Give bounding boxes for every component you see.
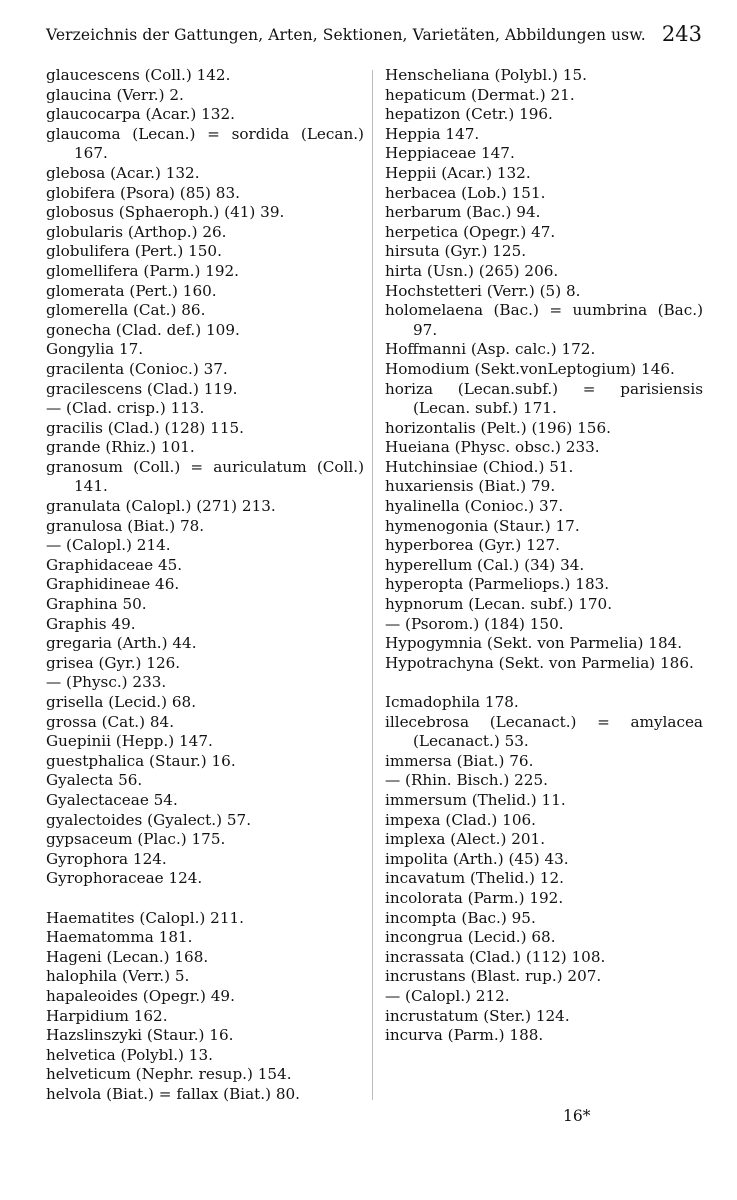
index-entry: — (Physc.) 233. bbox=[46, 673, 167, 692]
index-entry: Hageni (Lecan.) 168. bbox=[46, 947, 209, 966]
index-entry: glebosa (Acar.) 132. bbox=[46, 163, 200, 182]
index-entry: Hazslinszyki (Staur.) 16. bbox=[46, 1026, 234, 1045]
index-entry: incompta (Bac.) 95. bbox=[385, 908, 536, 927]
index-entry: glaucescens (Coll.) 142. bbox=[46, 66, 231, 84]
index-entry: incurva (Parm.) 188. bbox=[385, 1026, 544, 1045]
index-entry: halophila (Verr.) 5. bbox=[46, 967, 190, 986]
index-entry: Gongylia 17. bbox=[46, 340, 144, 359]
index-entry: granosum (Coll.) = auriculatum (Coll.) 141. bbox=[46, 457, 364, 496]
index-entry: grisea (Gyr.) 126. bbox=[46, 653, 181, 672]
index-entry: incrassata (Clad.) (112) 108. bbox=[385, 947, 606, 966]
index-entry: Hypotrachyna (Sekt. von Parmelia) 186. bbox=[385, 653, 694, 672]
index-entry: grisella (Lecid.) 68. bbox=[46, 693, 197, 711]
index-entry: horizontalis (Pelt.) (196) 156. bbox=[385, 418, 611, 437]
index-entry: Heppia 147. bbox=[385, 124, 480, 143]
index-entry: glaucocarpa (Acar.) 132. bbox=[46, 105, 235, 124]
page-number: 243 bbox=[661, 22, 702, 46]
index-entry: holomelaena (Bac.) = uumbrina (Bac.) 97. bbox=[385, 301, 703, 339]
index-entry: hyperopta (Parmeliops.) 183. bbox=[385, 575, 610, 594]
index-entry: hymenogonia (Staur.) 17. bbox=[385, 516, 580, 535]
index-entry: hepatizon (Cetr.) 196. bbox=[385, 105, 553, 124]
index-entry: grande (Rhiz.) 101. bbox=[46, 438, 195, 457]
index-entry: gyalectoides (Gyalect.) 57. bbox=[46, 810, 252, 829]
index-entry: Hutchinsiae (Chiod.) 51. bbox=[385, 457, 574, 476]
index-entry: incrustans (Blast. rup.) 207. bbox=[385, 967, 602, 986]
index-entry: gypsaceum (Plac.) 175. bbox=[46, 830, 226, 849]
index-entry: helvola (Biat.) = fallax (Biat.) 80. bbox=[46, 1084, 300, 1103]
index-entry: granulata (Calopl.) (271) 213. bbox=[46, 497, 276, 516]
index-entry: glomerella (Cat.) 86. bbox=[46, 301, 206, 320]
index-entry: Gyalectaceae 54. bbox=[46, 790, 178, 809]
index-entry: globifera (Psora) (85) 83. bbox=[46, 183, 240, 202]
index-entry: Icmadophila 178. bbox=[385, 693, 519, 711]
index-entry: globularis (Arthop.) 26. bbox=[46, 222, 227, 241]
index-entry: Graphina 50. bbox=[46, 595, 147, 614]
section-gap bbox=[46, 889, 364, 909]
index-entry: hapaleoides (Opegr.) 49. bbox=[46, 986, 235, 1005]
index-entry: hirsuta (Gyr.) 125. bbox=[385, 242, 527, 261]
index-entry: Harpidium 162. bbox=[46, 1006, 168, 1025]
index-entry: Hypogymnia (Sekt. von Parmelia) 184. bbox=[385, 634, 683, 653]
index-entry: Graphidineae 46. bbox=[46, 575, 180, 594]
index-entry: incolorata (Parm.) 192. bbox=[385, 888, 564, 907]
index-entry: — (Psorom.) (184) 150. bbox=[385, 614, 564, 633]
index-entry: hepaticum (Dermat.) 21. bbox=[385, 85, 575, 104]
column-divider bbox=[372, 70, 373, 1100]
index-entry: glaucoma (Lecan.) = sordida (Lecan.) 167. bbox=[46, 124, 364, 163]
index-entry: Gyrophora 124. bbox=[46, 849, 167, 868]
index-entry: globulifera (Pert.) 150. bbox=[46, 242, 222, 261]
index-entry: herbacea (Lob.) 151. bbox=[385, 183, 546, 202]
index-entry: Graphis 49. bbox=[46, 614, 136, 633]
index-entry: gregaria (Arth.) 44. bbox=[46, 634, 197, 653]
index-entry: Haematites (Calopl.) 211. bbox=[46, 908, 244, 927]
index-entry: helveticum (Nephr. resup.) 154. bbox=[46, 1065, 292, 1084]
index-entry: Heppiaceae 147. bbox=[385, 144, 515, 163]
index-entry: granulosa (Biat.) 78. bbox=[46, 516, 205, 535]
index-entry: — (Calopl.) 214. bbox=[46, 536, 171, 555]
index-entry: hypnorum (Lecan. subf.) 170. bbox=[385, 595, 613, 614]
index-column-left bbox=[46, 66, 364, 1104]
index-entry: guestphalica (Staur.) 16. bbox=[46, 751, 236, 770]
index-entry: helvetica (Polybl.) 13. bbox=[46, 1045, 213, 1064]
index-entry: Gyalecta 56. bbox=[46, 771, 143, 790]
index-entry: gracilenta (Conioc.) 37. bbox=[46, 359, 228, 378]
header-title: Verzeichnis der Gattungen, Arten, Sektionen, Varietäten, Abbildungen usw. bbox=[46, 26, 646, 44]
index-entry: Henscheliana (Polybl.) 15. bbox=[385, 66, 587, 84]
index-entry: glaucina (Verr.) 2. bbox=[46, 85, 184, 104]
index-entry: herpetica (Opegr.) 47. bbox=[385, 222, 556, 241]
index-entry: glomellifera (Parm.) 192. bbox=[46, 261, 240, 280]
section-gap bbox=[385, 673, 703, 693]
index-entry: — (Clad. crisp.) 113. bbox=[46, 399, 205, 418]
index-entry: huxariensis (Biat.) 79. bbox=[385, 477, 556, 496]
index-entry: incrustatum (Ster.) 124. bbox=[385, 1006, 570, 1025]
index-entry: incongrua (Lecid.) 68. bbox=[385, 928, 556, 947]
index-entry: Guepinii (Hepp.) 147. bbox=[46, 732, 213, 751]
index-entry: impexa (Clad.) 106. bbox=[385, 810, 536, 829]
index-entry: horiza (Lecan.subf.) = parisiensis (Lecan. subf.) 171. bbox=[385, 379, 703, 418]
index-entry: hirta (Usn.) (265) 206. bbox=[385, 261, 559, 280]
index-entry: Hoffmanni (Asp. calc.) 172. bbox=[385, 340, 596, 359]
index-entry: globosus (Sphaeroph.) (41) 39. bbox=[46, 203, 285, 222]
index-entry: gracilis (Clad.) (128) 115. bbox=[46, 418, 244, 437]
index-entry: Homodium (Sekt.vonLeptogium) 146. bbox=[385, 359, 675, 378]
signature-mark: 16* bbox=[563, 1107, 591, 1125]
index-entry: Hochstetteri (Verr.) (5) 8. bbox=[385, 281, 581, 300]
index-entry: Gyrophoraceae 124. bbox=[46, 869, 203, 888]
index-entry: — (Rhin. Bisch.) 225. bbox=[385, 771, 548, 790]
index-entry: gracilescens (Clad.) 119. bbox=[46, 379, 238, 398]
index-entry: hyalinella (Conioc.) 37. bbox=[385, 497, 564, 516]
index-entry: illecebrosa (Lecanact.) = amylacea (Lecanact.) 53. bbox=[385, 712, 703, 751]
index-entry: glomerata (Pert.) 160. bbox=[46, 281, 217, 300]
index-entry: Heppii (Acar.) 132. bbox=[385, 163, 531, 182]
index-entry: Haematomma 181. bbox=[46, 928, 193, 947]
index-entry: incavatum (Thelid.) 12. bbox=[385, 869, 564, 888]
index-column-right bbox=[385, 66, 703, 1046]
index-entry: immersa (Biat.) 76. bbox=[385, 751, 534, 770]
index-entry: grossa (Cat.) 84. bbox=[46, 712, 175, 731]
index-entry: herbarum (Bac.) 94. bbox=[385, 203, 541, 222]
running-header bbox=[46, 22, 702, 52]
index-entry: — (Calopl.) 212. bbox=[385, 986, 510, 1005]
index-entry: hyperellum (Cal.) (34) 34. bbox=[385, 555, 585, 574]
index-entry: Hueiana (Physc. obsc.) 233. bbox=[385, 438, 600, 457]
index-entry: Graphidaceae 45. bbox=[46, 555, 183, 574]
index-entry: impolita (Arth.) (45) 43. bbox=[385, 849, 569, 868]
index-entry: gonecha (Clad. def.) 109. bbox=[46, 320, 240, 339]
index-entry: immersum (Thelid.) 11. bbox=[385, 790, 566, 809]
index-entry: hyperborea (Gyr.) 127. bbox=[385, 536, 560, 555]
index-entry: implexa (Alect.) 201. bbox=[385, 830, 546, 849]
